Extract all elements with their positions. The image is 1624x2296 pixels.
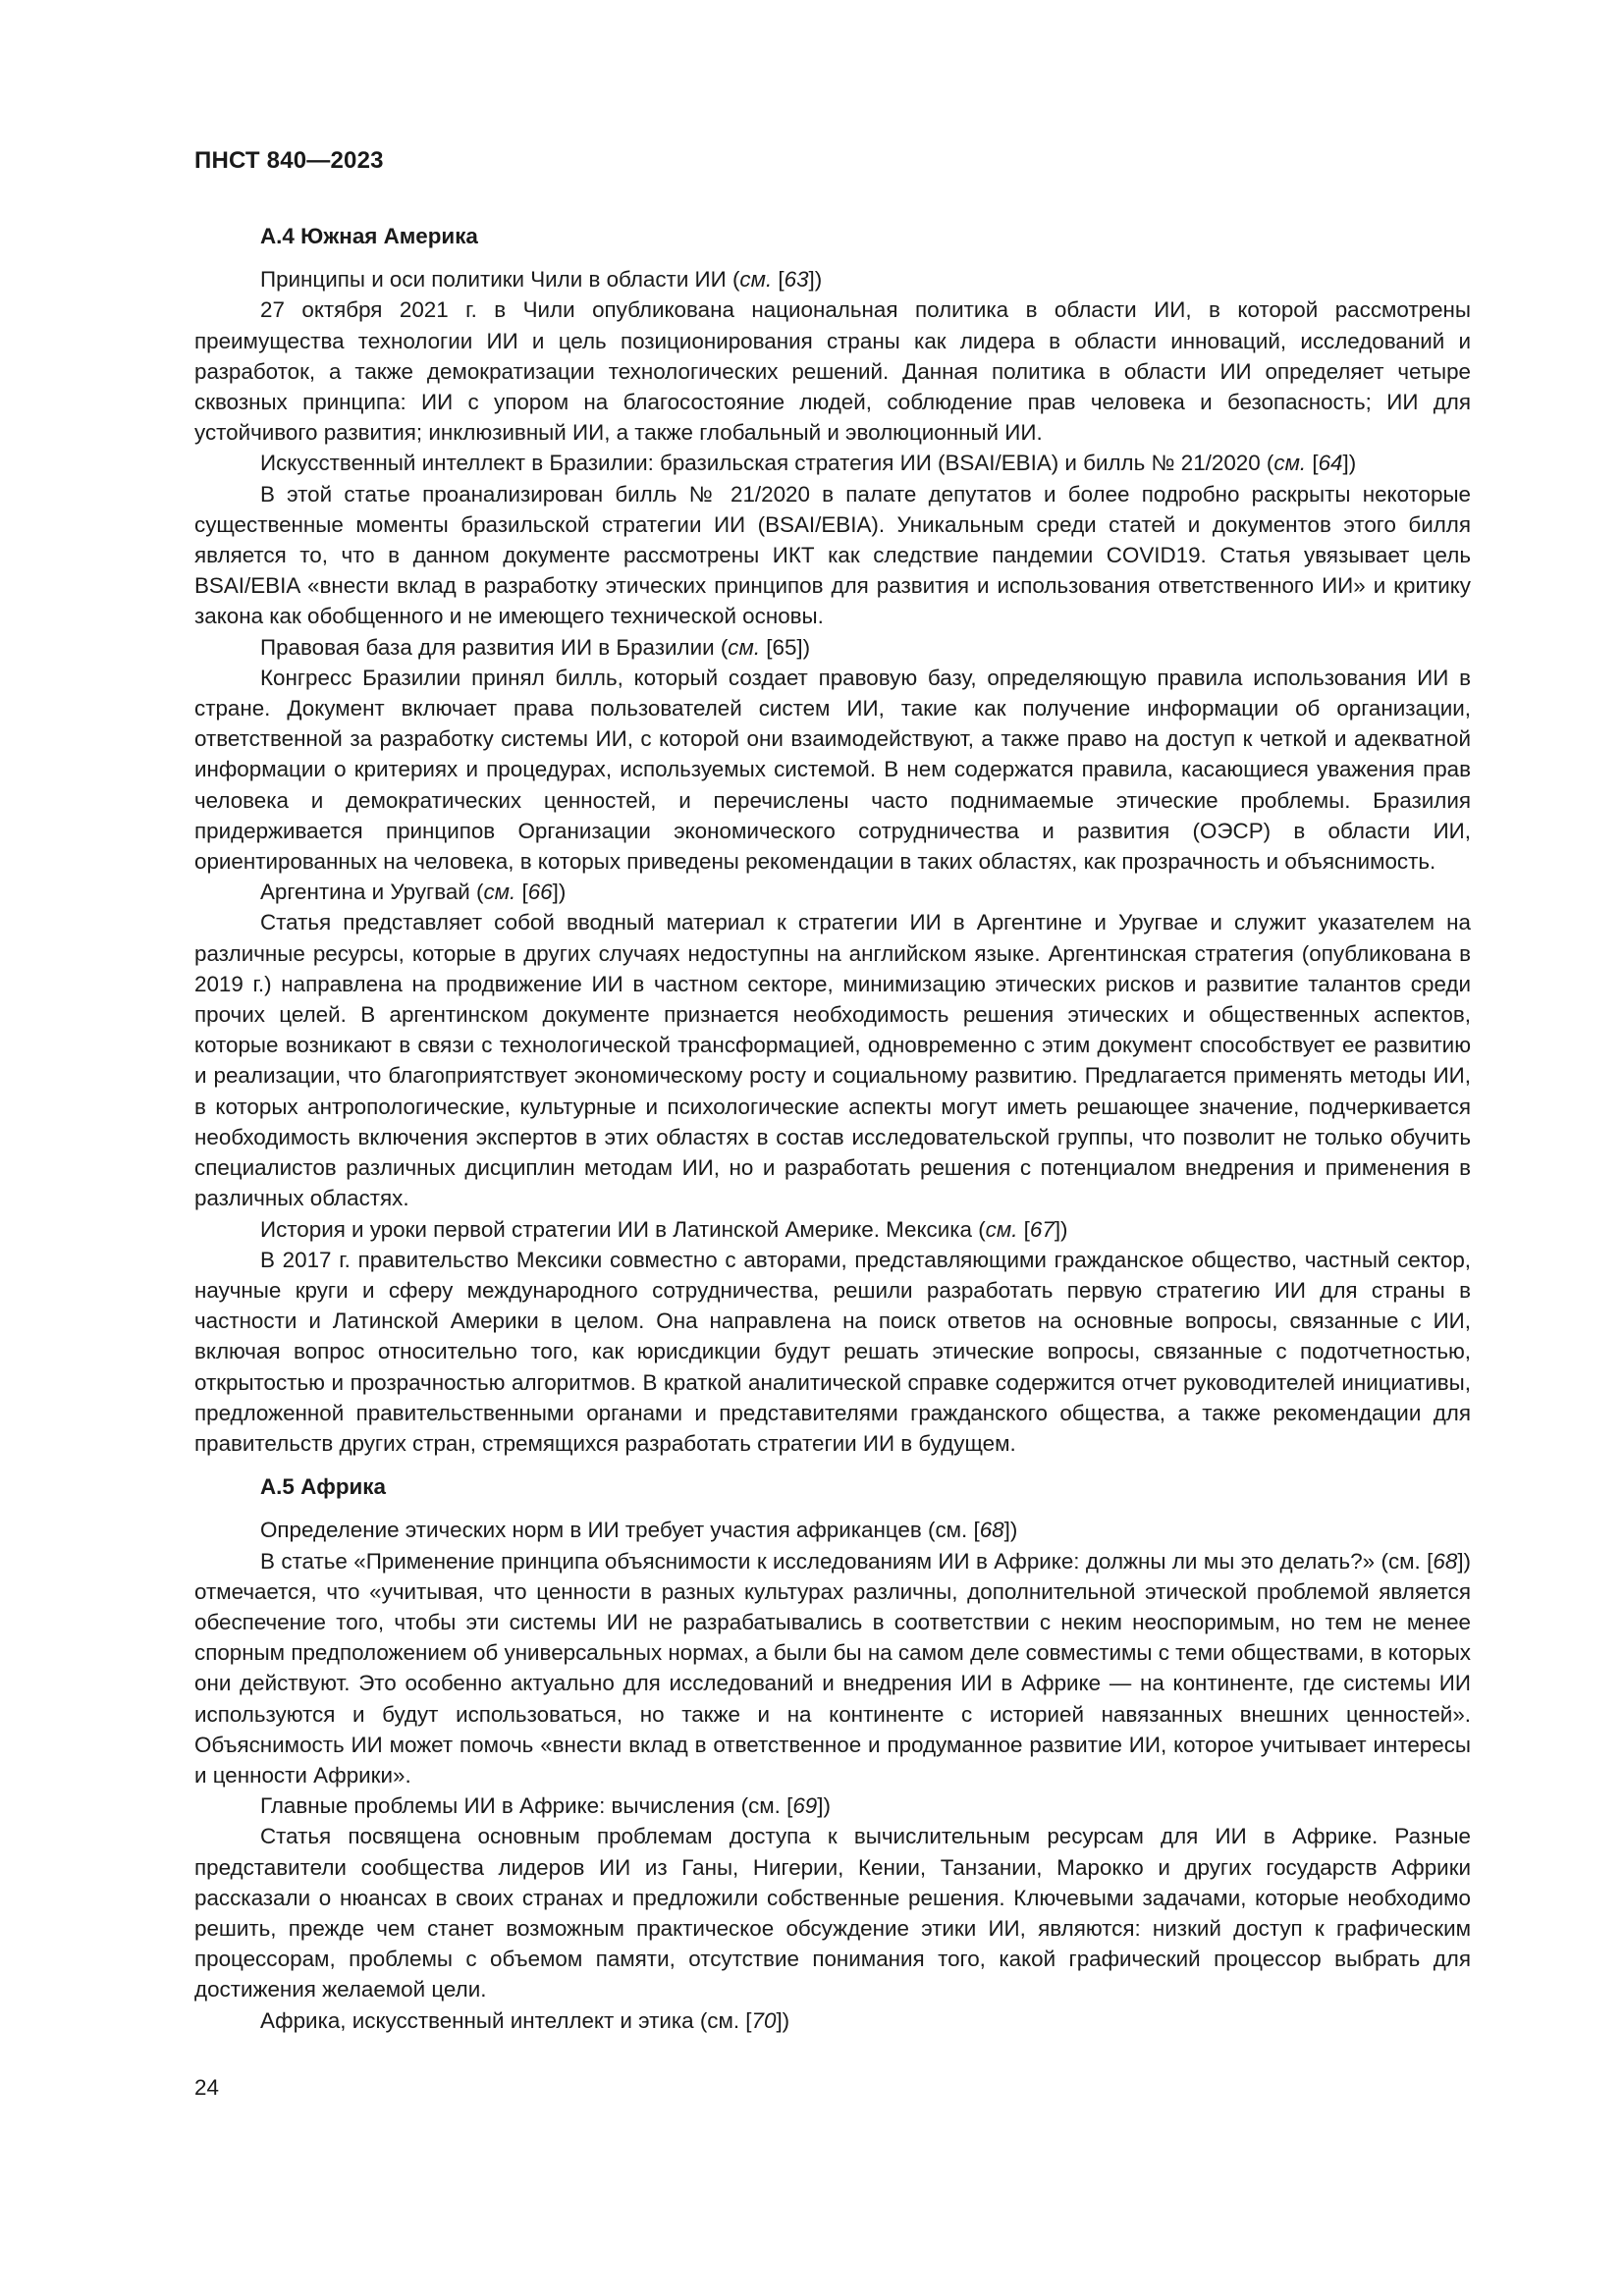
paragraph [194, 1821, 1471, 2004]
italic-reference: 68 [1433, 1548, 1458, 1574]
paragraph [194, 877, 1471, 907]
paragraph [194, 448, 1471, 478]
text-segment: Аргентина и Уругвай ( [260, 880, 484, 905]
italic-reference: см. [728, 634, 761, 660]
text-segment: История и уроки первой стратегии ИИ в Латинской Америке. Мексика ( [260, 1216, 986, 1242]
italic-reference: 66 [527, 880, 553, 905]
text-segment: Статья представляет собой вводный материал к стратегии ИИ в Аргентине и Уругвае и служит указателем на различные ресурсы, которые в других случаях недоступны на английском языке. Аргентинская стратегия (опубликована в 2019 г.) направлена на продвижение ИИ в частном секторе, минимизацию этических рисков и развитие талантов среди прочих целей. В аргентинском документе признается необходимость решения этических и общественных аспектов, которые возникают в связи с технологической трансформацией, одновременно с этим документ способствует ее развитию и реализации, что благоприятствует экономическому росту и социальному развитию. Предлагается применять методы ИИ, в которых антропологические, культурные и психологические аспекты могут иметь решающее значение, подчеркивается необходимость включения экспертов в этих областях в состав исследовательской группы, что позволит не только обучить специалистов различных дисциплин методам ИИ, но и разработать решения с потенциалом внедрения и применения в различных областях. [194, 910, 1471, 1211]
text-segment: [65]) [760, 634, 811, 660]
paragraph [194, 907, 1471, 1213]
text-segment: Главные проблемы ИИ в Африке: вычисления (см. [ [260, 1793, 793, 1819]
paragraph [194, 1245, 1471, 1459]
italic-reference: 64 [1318, 451, 1343, 476]
paragraph [194, 2005, 1471, 2036]
page-number: 24 [194, 2075, 219, 2100]
italic-reference: см. [739, 267, 773, 293]
paragraph [194, 1546, 1471, 1791]
italic-reference: 68 [979, 1518, 1004, 1543]
text-segment: ]) [817, 1793, 831, 1819]
text-segment: ]) [1003, 1518, 1018, 1543]
italic-reference: 67 [1029, 1216, 1055, 1242]
document-body [194, 221, 1471, 2036]
text-segment: ]) [1054, 1216, 1068, 1242]
paragraph [194, 1790, 1471, 1821]
text-segment: 27 октября 2021 г. в Чили опубликована национальная политика в области ИИ, в которой рассмотрены преимущества технологии ИИ и цель позиционирования страны как лидера в области инноваций, исследований и разработок, а также демократизации технологических решений. Данная политика в области ИИ определяет четыре сквозных принципа: ИИ с упором на благосостояние людей, соблюдение прав человека и безопасность; ИИ для устойчивого развития; инклюзивный ИИ, а также глобальный и эволюционный ИИ. [194, 297, 1471, 446]
text-segment: ]) [776, 2007, 790, 2033]
italic-reference: 69 [792, 1793, 818, 1819]
section-heading: А.5 Африка [260, 1474, 386, 1500]
paragraph [194, 294, 1471, 448]
text-segment: Принципы и оси политики Чили в области ИИ ( [260, 267, 740, 293]
text-segment: [ [515, 880, 528, 905]
paragraph [194, 264, 1471, 294]
text-segment: ]) отмечается, что «учитывая, что ценности в разных культурах различны, дополнительной этической проблемой является обеспечение того, чтобы эти системы ИИ не разрабатывались в соответствии с неким неоспоримым, но тем не менее спорным предположением об универсальных нормах, а были бы на самом деле совместимы с теми обществами, в которых они действуют. Это особенно актуально для исследований и внедрения ИИ в Африке — на континенте, где системы ИИ используются и будут использоваться, но также и на континенте с историей навязанных внешних ценностей». Объяснимость ИИ может помочь «внести вклад в ответственное и продуманное развитие ИИ, которое учитывает интересы и ценности Африки». [194, 1548, 1471, 1788]
text-segment: Статья посвящена основным проблемам доступа к вычислительным ресурсам для ИИ в Африке. Разные представители сообщества лидеров ИИ из Ганы, Нигерии, Кении, Танзании, Марокко и других государств Африки рассказали о нюансах в своих странах и предложили собственные решения. Ключевыми задачами, которые необходимо решить, прежде чем станет возможным практическое обсуждение этики ИИ, являются: низкий доступ к графическим процессорам, проблемы с объемом памяти, отсутствие понимания того, какой графический процессор выбрать для достижения желаемой цели. [194, 1824, 1471, 2002]
paragraph [194, 1214, 1471, 1245]
text-segment: В 2017 г. правительство Мексики совместно с авторами, представляющими гражданское общество, частный сектор, научные круги и сферу международного сотрудничества, решили разработать первую стратегию ИИ для страны в частности и Латинской Америки в целом. Она направлена на поиск ответов на основные вопросы, связанные с ИИ, включая вопрос относительно того, как юрисдикции будут решать этические вопросы, связанные с подотчетностью, открытостью и прозрачностью алгоритмов. В краткой аналитической справке содержится отчет руководителей инициативы, предложенной правительственными органами и представителями гражданского общества, а также рекомендации для правительств других стран, стремящихся разработать стратегии ИИ в будущем. [194, 1247, 1471, 1456]
paragraph [194, 663, 1471, 877]
italic-reference: 63 [784, 267, 809, 293]
text-segment: [ [772, 267, 785, 293]
text-segment: В этой статье проанализирован билль № 21/2020 в палате депутатов и более подробно раскрыты некоторые существенные моменты бразильской стратегии ИИ (BSAI/EBIA). Уникальным среди статей и документов этого билля является то, что в данном документе рассмотрены ИКТ как следствие пандемии COVID19. Статья увязывает цель BSAI/EBIA «внести вклад в разработку этических принципов для развития и использования ответственного ИИ» и критику закона как обобщенного и не имеющего технической основы. [194, 481, 1471, 629]
text-segment: ]) [552, 880, 567, 905]
italic-reference: см. [985, 1216, 1018, 1242]
text-segment: ]) [808, 267, 823, 293]
text-segment: Искусственный интеллект в Бразилии: бразильская стратегия ИИ (BSAI/EBIA) и билль № 21/2020 ( [260, 451, 1274, 476]
document-code: ПНСТ 840—2023 [194, 147, 384, 174]
paragraph [194, 479, 1471, 632]
italic-reference: см. [483, 880, 516, 905]
italic-reference: см. [1273, 451, 1307, 476]
text-segment: Правовая база для развития ИИ в Бразилии ( [260, 634, 729, 660]
section-heading: А.4 Южная Америка [260, 224, 478, 248]
text-segment: Определение этических норм в ИИ требует участия африканцев (см. [ [260, 1518, 980, 1543]
text-segment: ]) [1342, 451, 1357, 476]
paragraph [194, 1515, 1471, 1545]
text-segment: [ [1017, 1216, 1030, 1242]
paragraph [194, 632, 1471, 663]
text-segment: [ [1306, 451, 1319, 476]
text-segment: Конгресс Бразилии принял билль, который создает правовую базу, определяющую правила использования ИИ в стране. Документ включает права пользователей систем ИИ, такие как получение информации об организации, ответственной за разработку системы ИИ, с которой они взаимодействуют, а также право на доступ к четкой и адекватной информации о критериях и процедурах, используемых системой. В нем содержатся правила, касающиеся уважения прав человека и демократических ценностей, и перечислены часто поднимаемые этические проблемы. Бразилия придерживается принципов Организации экономического сотрудничества и развития (ОЭСР) в области ИИ, ориентированных на человека, в которых приведены рекомендации в таких областях, как прозрачность и объяснимость. [194, 665, 1471, 875]
text-segment: В статье «Применение принципа объяснимости к исследованиям ИИ в Африке: должны ли мы это делать?» (см. [ [260, 1548, 1434, 1574]
text-segment: Африка, искусственный интеллект и этика (см. [ [260, 2007, 752, 2033]
italic-reference: 70 [751, 2007, 777, 2033]
